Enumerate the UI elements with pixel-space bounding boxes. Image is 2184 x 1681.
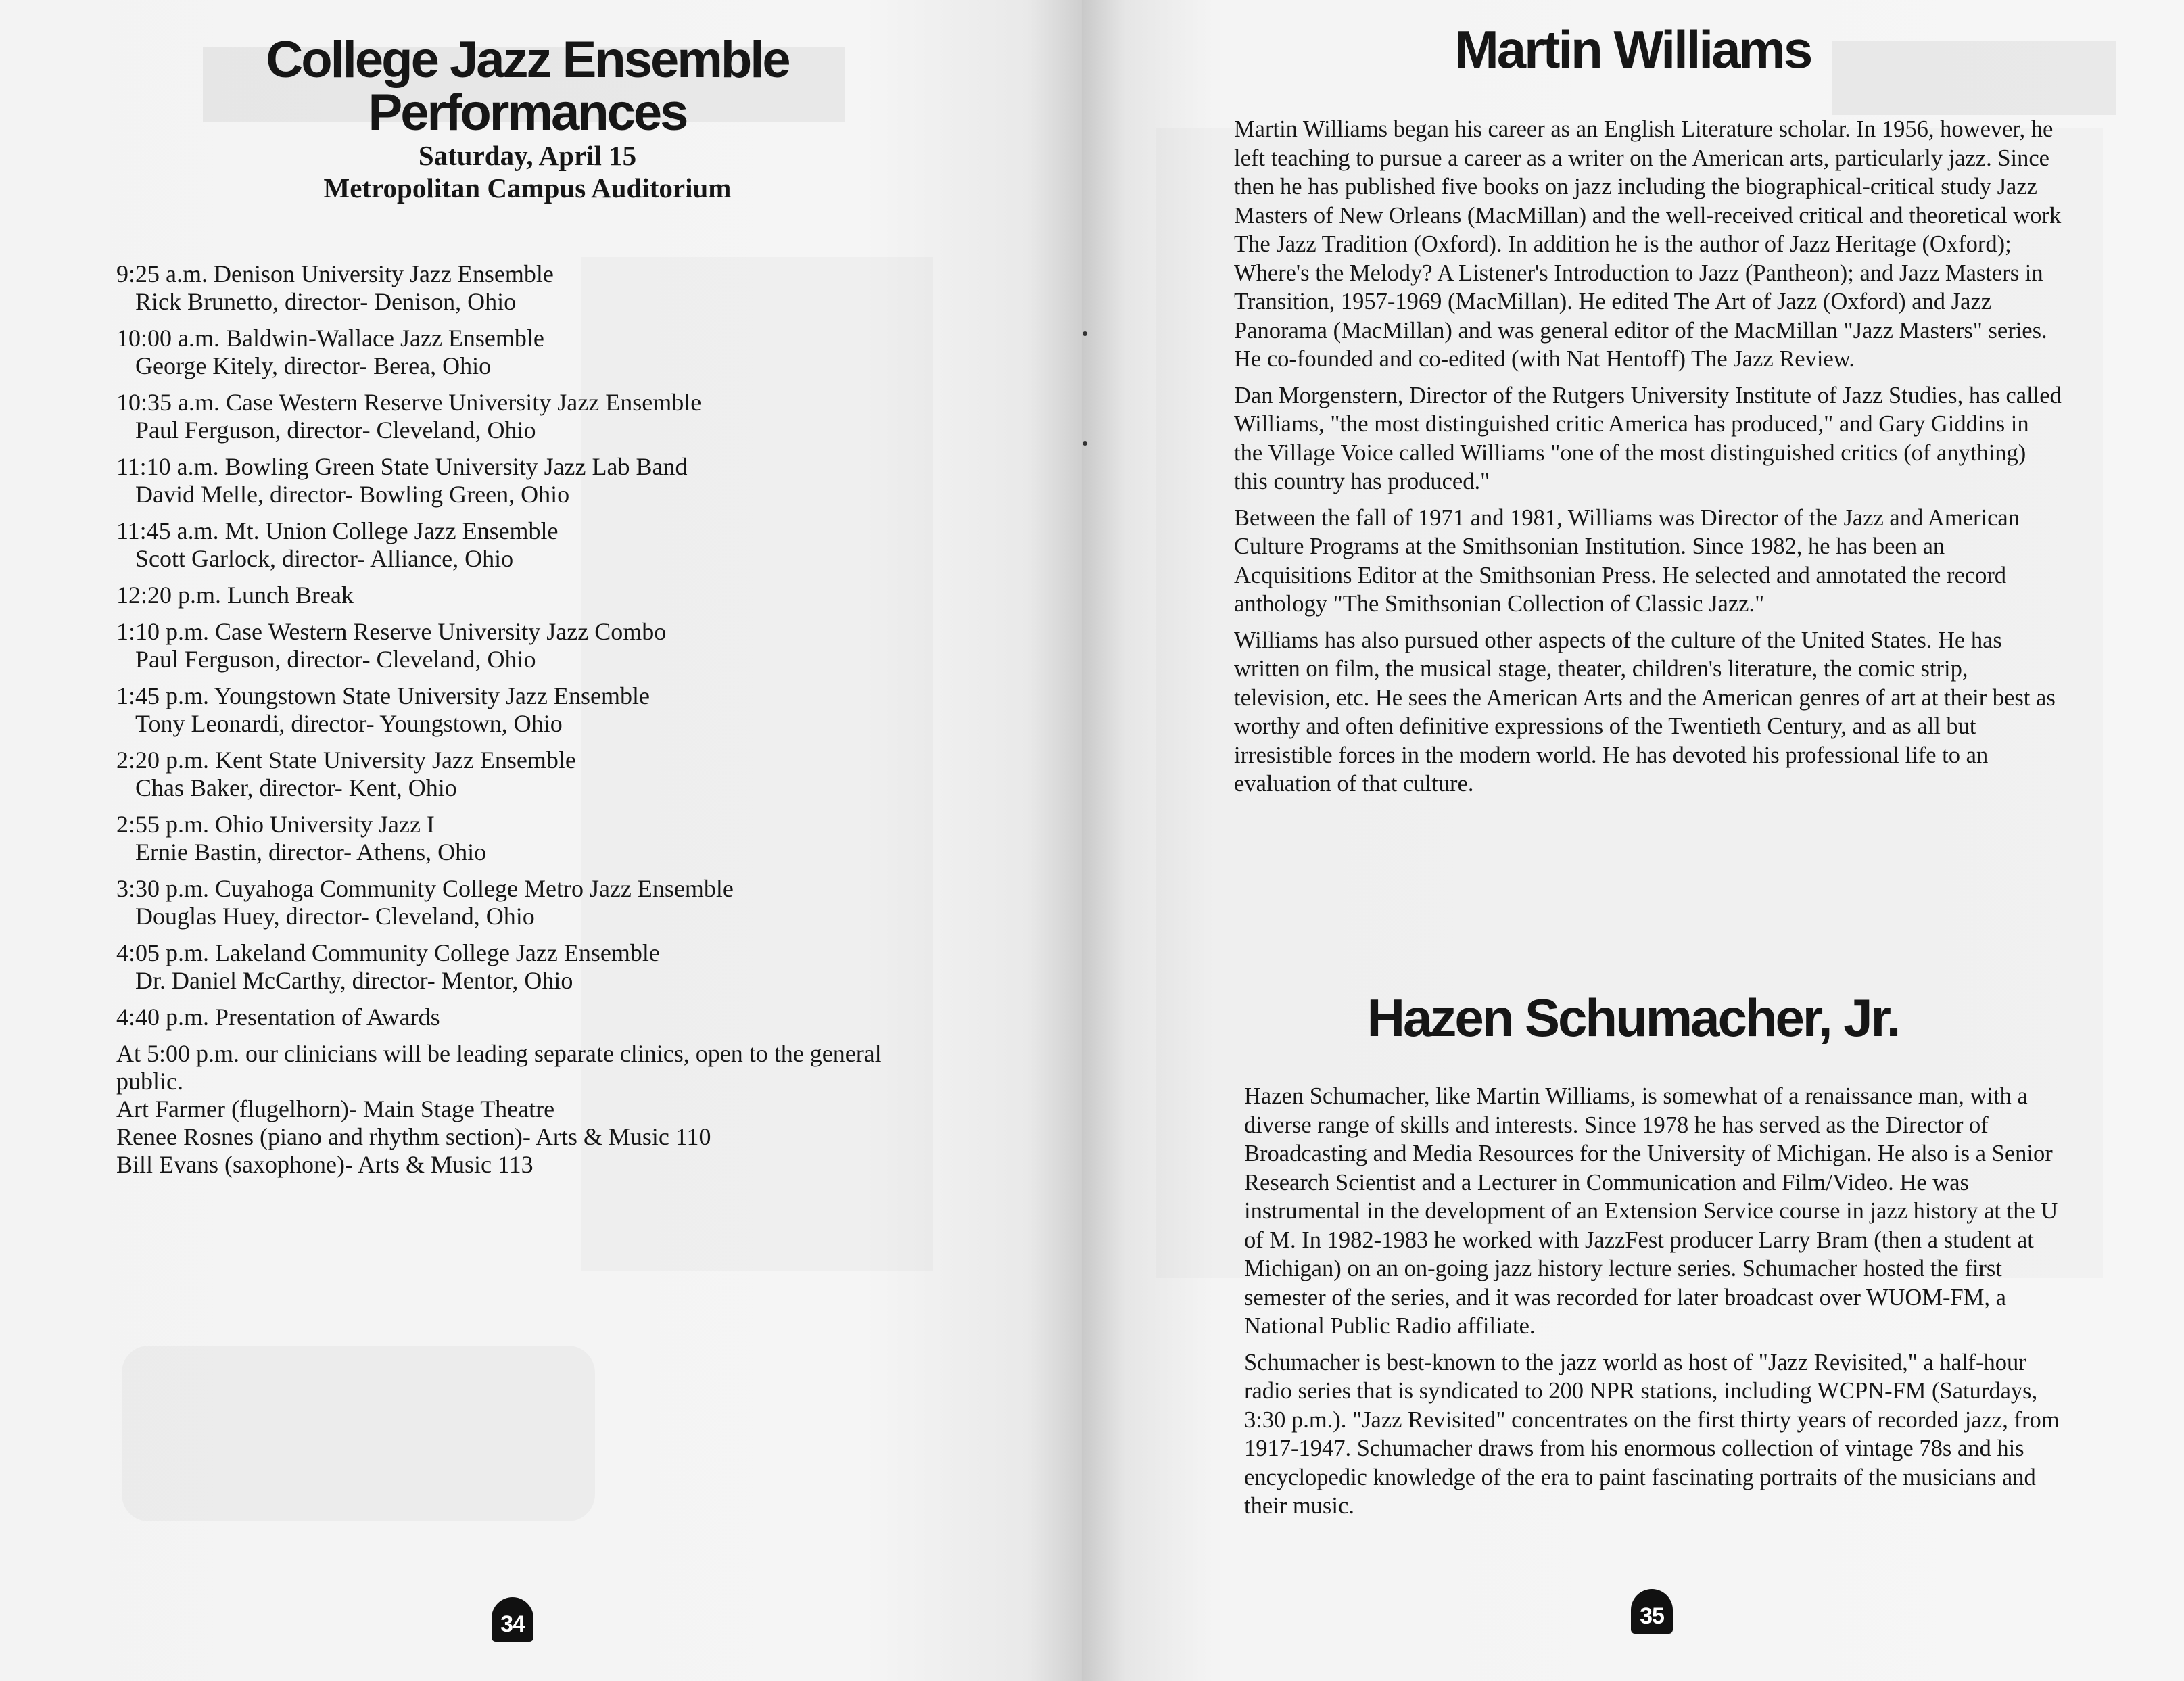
- right-page: [1082, 0, 2184, 1681]
- page-number: 34: [492, 1597, 533, 1642]
- event-date: Saturday, April 15: [418, 140, 637, 171]
- entry-director: Chas Baker, director- Kent, Ohio: [135, 774, 457, 801]
- schedule-entry: [116, 747, 928, 802]
- entry-director: Scott Garlock, director- Alliance, Ohio: [135, 545, 514, 572]
- schedule-entry: [116, 939, 928, 995]
- entry-time-ensemble: 2:55 p.m. Ohio University Jazz I: [116, 811, 435, 838]
- schedule-entry: [116, 325, 928, 380]
- clinic-item: Bill Evans (saxophone)- Arts & Music 113: [116, 1151, 533, 1178]
- entry-time-ensemble: 10:00 a.m. Baldwin-Wallace Jazz Ensemble: [116, 325, 544, 352]
- schedule-entry: [116, 389, 928, 444]
- schedule-entry: [116, 811, 928, 866]
- bio-paragraph: Hazen Schumacher, like Martin Williams, is somewhat of a renaissance man, with a diverse range of skills and interests. Since 1978 he has served as the Director of Broadcasting and Media Resources for the University of Michigan. He also is a Senior Research Scientist and a Lecturer in Communication and Film/Video. He was instrumental in the development of an Extension Service course in jazz history at the U of M. In 1982-1983 he worked with JazzFest producer Larry Bram (then a student at Michigan) on an on-going jazz history lecture series. Schumacher hosted the first semester of the series, and it was recorded for later broadcast over WUOM-FM, a National Public Radio affiliate.: [1244, 1083, 2058, 1339]
- entry-director: George Kitely, director- Berea, Ohio: [135, 352, 492, 379]
- entry-time-ensemble: 12:20 p.m. Lunch Break: [116, 582, 354, 609]
- page-number: 35: [1631, 1589, 1673, 1634]
- bio-paragraph: Williams has also pursued other aspects of the culture of the United States. He has written on film, the musical stage, theater, children's literature, the comic strip, television, etc. He sees the American Arts and the American genres of art at their best as worthy and often definitive expressions of the Twentieth Century, and as all but irresistible forces in the modern world. He has devoted his professional life to an evaluation of that culture.: [1234, 627, 2056, 797]
- entry-time-ensemble: 11:45 a.m. Mt. Union College Jazz Ensemble: [116, 517, 559, 544]
- section-title-schumacher: Hazen Schumacher, Jr.: [1367, 988, 1899, 1047]
- schedule-entry: [116, 517, 928, 573]
- clinics-intro: At 5:00 p.m. our clinicians will be leading separate clinics, open to the general public.: [116, 1040, 882, 1095]
- entry-time-ensemble: 3:30 p.m. Cuyahoga Community College Metro Jazz Ensemble: [116, 875, 734, 902]
- entry-director: Paul Ferguson, director- Cleveland, Ohio: [135, 646, 536, 673]
- show-through-logo: [122, 1346, 595, 1521]
- margin-mark: •: [1082, 433, 1089, 453]
- bio-paragraph: Martin Williams began his career as an English Literature scholar. In 1956, however, he left teaching to pursue a career as a writer on the American arts, particularly jazz. Since then he has published five books on jazz including the biographical-critical study Jazz Masters of New Orleans (MacMillan) and the well-received critical and theoretical work The Jazz Tradition (Oxford). In addition he is the author of Jazz Heritage (Oxford); Where's the Melody? A Listener's Introduction to Jazz (Pantheon); and Jazz Masters in Transition, 1957-1969 (MacMillan). He edited The Art of Jazz (Oxford) and Jazz Panorama (MacMillan) and was general editor of the MacMillan "Jazz Masters" series. He co-founded and co-edited (with Nat Hentoff) The Jazz Review.: [1234, 116, 2062, 372]
- left-page: [0, 0, 1082, 1681]
- entry-time-ensemble: 10:35 a.m. Case Western Reserve University Jazz Ensemble: [116, 389, 702, 416]
- entry-director: Dr. Daniel McCarthy, director- Mentor, Ohio: [135, 967, 573, 994]
- williams-bio: [1234, 115, 2062, 806]
- schedule-list: [116, 260, 928, 1179]
- entry-director: Rick Brunetto, director- Denison, Ohio: [135, 288, 517, 315]
- event-venue: Metropolitan Campus Auditorium: [323, 172, 732, 204]
- page-title: College Jazz Ensemble Performances: [266, 31, 789, 141]
- schedule-entry: [116, 453, 928, 508]
- schedule-entry: [116, 1003, 928, 1031]
- entry-time-ensemble: 1:45 p.m. Youngstown State University Jazz Ensemble: [116, 682, 650, 709]
- schumacher-bio: [1244, 1082, 2072, 1528]
- section-title-williams: Martin Williams: [1454, 20, 1811, 79]
- entry-time-ensemble: 4:05 p.m. Lakeland Community College Jazz Ensemble: [116, 939, 660, 966]
- clinic-item: Renee Rosnes (piano and rhythm section)- Arts & Music 110: [116, 1123, 711, 1150]
- entry-time-ensemble: 11:10 a.m. Bowling Green State University Jazz Lab Band: [116, 453, 688, 480]
- entry-time-ensemble: 1:10 p.m. Case Western Reserve University Jazz Combo: [116, 618, 667, 645]
- entry-time-ensemble: 9:25 a.m. Denison University Jazz Ensemble: [116, 260, 554, 287]
- bio-paragraph: Dan Morgenstern, Director of the Rutgers University Institute of Jazz Studies, has called Williams, "the most distinguished critic America has produced," and Gary Giddins in the Village Voice called Williams "one of the most distinguished critics (of anything) this country has produced.": [1234, 382, 2062, 494]
- margin-mark: •: [1082, 323, 1089, 344]
- clinic-item: Art Farmer (flugelhorn)- Main Stage Theatre: [116, 1095, 555, 1122]
- schedule-entry: [116, 582, 928, 609]
- bio-paragraph: Schumacher is best-known to the jazz world as host of "Jazz Revisited," a half-hour radio series that is syndicated to 200 NPR stations, including WCPN-FM (Saturdays, 3:30 p.m.). "Jazz Revisited" concentrates on the first thirty years of recorded jazz, from 1917-1947. Schumacher draws from his enormous collection of vintage 78s and his encyclopedic knowledge of the era to paint fascinating portraits of the musicians and their music.: [1244, 1349, 2060, 1519]
- schedule-entry: [116, 682, 928, 738]
- entry-director: Tony Leonardi, director- Youngstown, Ohio: [135, 710, 563, 737]
- bio-paragraph: Between the fall of 1971 and 1981, Williams was Director of the Jazz and American Culture Programs at the Smithsonian Institution. Since 1982, he has been an Acquisitions Editor at the Smithsonian Press. He selected and annotated the record anthology "The Smithsonian Collection of Classic Jazz.": [1234, 504, 2020, 617]
- entry-director: Ernie Bastin, director- Athens, Ohio: [135, 838, 487, 866]
- schedule-entry: [116, 875, 928, 930]
- entry-time-ensemble: 4:40 p.m. Presentation of Awards: [116, 1003, 440, 1031]
- entry-time-ensemble: 2:20 p.m. Kent State University Jazz Ensemble: [116, 747, 576, 774]
- entry-director: Douglas Huey, director- Cleveland, Ohio: [135, 903, 535, 930]
- entry-director: David Melle, director- Bowling Green, Ohio: [135, 481, 570, 508]
- entry-director: Paul Ferguson, director- Cleveland, Ohio: [135, 417, 536, 444]
- schedule-entry: [116, 260, 928, 316]
- schedule-entry: [116, 618, 928, 673]
